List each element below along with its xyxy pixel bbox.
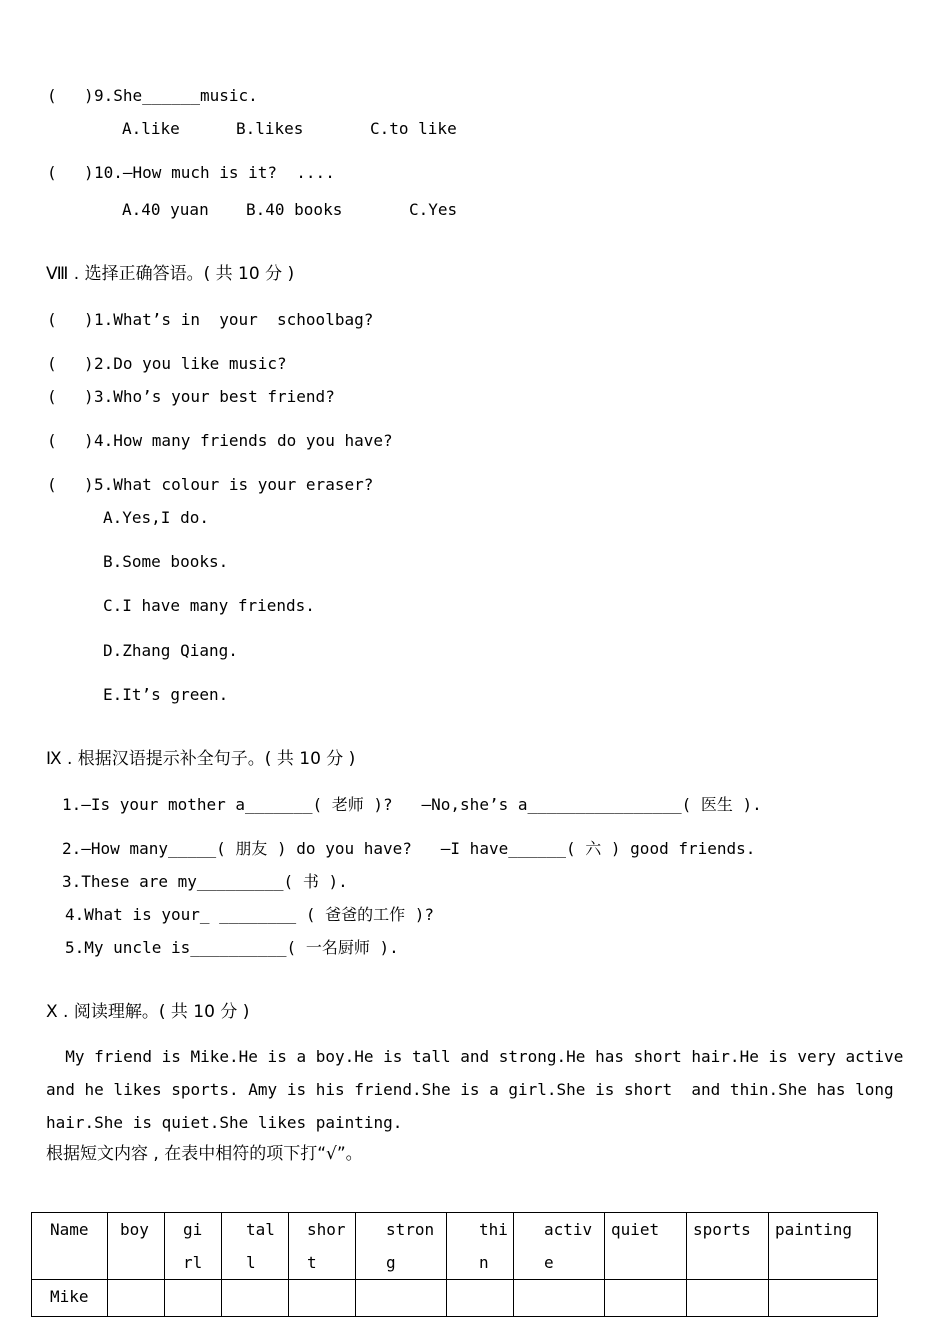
section-8-heading: Ⅷ . 选择正确答语。( 共 10 分 ): [46, 264, 295, 284]
check-cell[interactable]: [356, 1280, 447, 1317]
header-painting: painting: [769, 1213, 878, 1280]
paren-close: ): [84, 354, 94, 373]
paren-close: ): [84, 163, 94, 182]
check-cell[interactable]: [222, 1280, 289, 1317]
check-cell[interactable]: [165, 1280, 222, 1317]
table-header-row: [32, 1213, 878, 1280]
paren-open: (: [47, 475, 57, 494]
header-short: short: [289, 1213, 356, 1280]
s8-answer-c: C.I have many friends.: [103, 596, 315, 615]
check-cell[interactable]: [514, 1280, 605, 1317]
s8-answer-d: D.Zhang Qiang.: [103, 641, 238, 660]
question-9: 9.She______music.: [94, 86, 258, 105]
passage-line-1: My friend is Mike.He is a boy.He is tall and strong.He has short hair.He is very active: [46, 1047, 904, 1066]
q9-option-b: B.likes: [236, 119, 304, 138]
q9-option-a: A.like: [122, 119, 180, 138]
passage-line-2: and he likes sports. Amy is his friend.She is a girl.She is short and thin.She has long: [46, 1080, 894, 1099]
check-cell[interactable]: [687, 1280, 769, 1317]
header-tall: tall: [222, 1213, 289, 1280]
header-strong: strong: [356, 1213, 447, 1280]
paren-close: ): [84, 475, 94, 494]
s8-question-4: 4.How many friends do you have?: [94, 431, 393, 450]
paren-close: ): [84, 86, 94, 105]
paren-close: ): [84, 310, 94, 329]
header-boy: boy: [108, 1213, 165, 1280]
check-cell[interactable]: [769, 1280, 878, 1317]
table-row: [32, 1280, 878, 1317]
header-thin: thin: [447, 1213, 514, 1280]
header-active: active: [514, 1213, 605, 1280]
s8-question-3: 3.Who’s your best friend?: [94, 387, 335, 406]
section-9-heading: Ⅸ . 根据汉语提示补全句子。( 共 10 分 ): [46, 749, 356, 769]
s8-answer-a: A.Yes,I do.: [103, 508, 209, 527]
s9-line-2: 2.—How many_____( 朋友 ) do you have? —I have______( 六 ) good friends.: [62, 839, 756, 858]
check-cell[interactable]: [289, 1280, 356, 1317]
header-name: Name: [32, 1213, 108, 1280]
s8-answer-e: E.It’s green.: [103, 685, 229, 704]
check-cell[interactable]: [447, 1280, 514, 1317]
paren-close: ): [84, 431, 94, 450]
check-cell[interactable]: [605, 1280, 687, 1317]
q9-option-c: C.to like: [370, 119, 457, 138]
paren-open: (: [47, 387, 57, 406]
paren-open: (: [47, 86, 57, 105]
passage-line-3: hair.She is quiet.She likes painting.: [46, 1113, 403, 1132]
s8-question-5: 5.What colour is your eraser?: [94, 475, 374, 494]
s9-line-4: 4.What is your_ ________ ( 爸爸的工作 )?: [65, 905, 434, 924]
q10-option-c: C.Yes: [409, 200, 458, 219]
paren-open: (: [47, 354, 57, 373]
paren-open: (: [47, 163, 57, 182]
answer-table: [31, 1212, 878, 1317]
q10-option-a: A.40 yuan: [122, 200, 209, 219]
s8-question-1: 1.What’s in your schoolbag?: [94, 310, 374, 329]
header-girl: gi rl: [165, 1213, 222, 1280]
section-10-heading: Ⅹ . 阅读理解。( 共 10 分 ): [46, 1002, 250, 1022]
s8-answer-b: B.Some books.: [103, 552, 229, 571]
paren-close: ): [84, 387, 94, 406]
q10-option-b: B.40 books: [246, 200, 343, 219]
s9-line-3: 3.These are my_________( 书 ).: [62, 872, 348, 891]
question-10: 10.—How much is it? ....: [94, 163, 335, 182]
header-sports: sports: [687, 1213, 769, 1280]
paren-open: (: [47, 431, 57, 450]
table-instruction: 根据短文内容 , 在表中相符的项下打“√”。: [46, 1144, 363, 1164]
row-name-mike: Mike: [32, 1280, 108, 1317]
s9-line-1: 1.—Is your mother a_______( 老师 )? —No,she’s a________________( 医生 ).: [62, 795, 762, 814]
s9-line-5: 5.My uncle is__________( 一名厨师 ).: [65, 938, 399, 957]
header-quiet: quiet: [605, 1213, 687, 1280]
paren-open: (: [47, 310, 57, 329]
s8-question-2: 2.Do you like music?: [94, 354, 287, 373]
check-cell[interactable]: [108, 1280, 165, 1317]
